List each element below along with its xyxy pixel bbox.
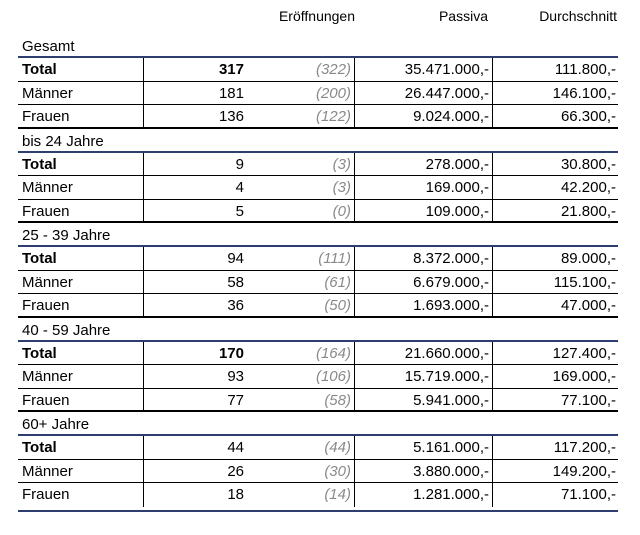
row-label: Total	[18, 153, 144, 176]
table-row	[18, 271, 618, 295]
durchschnitt-value: 47.000,-	[560, 297, 616, 314]
row-label: Männer	[18, 82, 144, 105]
durchschnitt-value: 30.800,-	[560, 155, 616, 173]
durchschnitt-value: 146.100,-	[552, 84, 616, 102]
count-value: 136	[218, 108, 244, 125]
header-passiva: Passiva	[438, 8, 488, 24]
passiva-value: 169.000,-	[355, 176, 493, 199]
row-label: Frauen	[18, 294, 144, 316]
passiva-value: 1.693.000,-	[355, 294, 493, 316]
passiva-value: 5.161.000,-	[355, 436, 493, 459]
previous-count-value: (61)	[244, 271, 355, 294]
table-row	[18, 153, 618, 177]
statistics-table	[18, 34, 618, 507]
table-row	[18, 58, 618, 82]
group-60-plus	[18, 412, 618, 507]
table-row	[18, 247, 618, 271]
passiva-value: 15.719.000,-	[355, 365, 493, 388]
count-value: 93	[227, 368, 244, 385]
table-row	[18, 82, 618, 106]
row-label: Frauen	[18, 389, 144, 411]
row-label: Frauen	[18, 483, 144, 507]
previous-count-value: (44)	[244, 436, 355, 459]
passiva-value: 1.281.000,-	[355, 483, 493, 507]
header-eroffnungen: Eröffnungen	[278, 8, 355, 24]
table-row	[18, 389, 618, 413]
count-value: 26	[227, 462, 244, 480]
previous-count-value: (3)	[244, 153, 355, 176]
row-label: Total	[18, 58, 144, 81]
table-header	[0, 0, 640, 32]
passiva-value: 5.941.000,-	[355, 389, 493, 411]
previous-count-value: (58)	[244, 389, 355, 411]
count-value: 5	[235, 202, 244, 220]
table-row	[18, 105, 618, 129]
count-value: 9	[235, 155, 244, 173]
previous-count-value: (30)	[244, 460, 355, 483]
durchschnitt-value: 66.300,-	[560, 108, 616, 125]
passiva-value: 3.880.000,-	[355, 460, 493, 483]
durchschnitt-value: 111.800,-	[554, 61, 616, 78]
previous-count-value: (164)	[244, 342, 355, 365]
count-value: 36	[227, 297, 244, 314]
group-title: Gesamt	[18, 34, 618, 58]
group-title: bis 24 Jahre	[18, 129, 618, 153]
durchschnitt-value: 77.100,-	[560, 391, 616, 409]
count-value: 77	[227, 391, 244, 409]
previous-count-value: (3)	[244, 176, 355, 199]
group-gesamt	[18, 34, 618, 129]
row-label: Total	[18, 247, 144, 270]
passiva-value: 26.447.000,-	[355, 82, 493, 105]
durchschnitt-value: 21.800,-	[560, 202, 616, 220]
count-value: 44	[227, 439, 244, 456]
row-label: Männer	[18, 271, 144, 294]
previous-count-value: (0)	[244, 200, 355, 222]
durchschnitt-value: 115.100,-	[553, 273, 616, 291]
passiva-value: 9.024.000,-	[355, 105, 493, 127]
count-value: 58	[227, 273, 244, 291]
previous-count-value: (122)	[244, 105, 355, 127]
table-row	[18, 342, 618, 366]
durchschnitt-value: 169.000,-	[552, 368, 616, 385]
table-row	[18, 294, 618, 318]
previous-count-value: (50)	[244, 294, 355, 316]
table-row	[18, 365, 618, 389]
bottom-rule	[18, 510, 618, 512]
passiva-value: 278.000,-	[355, 153, 493, 176]
header-durchschnitt: Durchschnitt	[539, 8, 617, 24]
passiva-value: 109.000,-	[355, 200, 493, 222]
durchschnitt-value: 42.200,-	[560, 179, 616, 196]
row-label: Männer	[18, 365, 144, 388]
passiva-value: 6.679.000,-	[355, 271, 493, 294]
group-title: 60+ Jahre	[18, 412, 618, 436]
durchschnitt-value: 127.400,-	[552, 344, 616, 362]
previous-count-value: (111)	[244, 247, 355, 270]
durchschnitt-value: 149.200,-	[552, 462, 616, 480]
table-row	[18, 200, 618, 224]
durchschnitt-value: 71.100,-	[560, 486, 616, 503]
table-row	[18, 483, 618, 507]
previous-count-value: (106)	[244, 365, 355, 388]
group-bis-24	[18, 129, 618, 224]
group-title: 40 - 59 Jahre	[18, 318, 618, 342]
table-row	[18, 460, 618, 484]
count-value: 94	[227, 250, 244, 267]
row-label: Frauen	[18, 105, 144, 127]
count-value: 317	[218, 61, 244, 78]
passiva-value: 8.372.000,-	[355, 247, 493, 270]
count-value: 4	[235, 179, 244, 196]
passiva-value: 21.660.000,-	[355, 342, 493, 365]
group-title: 25 - 39 Jahre	[18, 223, 618, 247]
passiva-value: 35.471.000,-	[355, 58, 493, 81]
row-label: Männer	[18, 460, 144, 483]
previous-count-value: (14)	[244, 483, 355, 507]
group-40-59	[18, 318, 618, 413]
row-label: Total	[18, 436, 144, 459]
row-label: Total	[18, 342, 144, 365]
count-value: 181	[218, 84, 244, 102]
previous-count-value: (322)	[244, 58, 355, 81]
count-value: 18	[227, 486, 244, 503]
durchschnitt-value: 117.200,-	[553, 439, 616, 456]
durchschnitt-value: 89.000,-	[560, 250, 616, 267]
previous-count-value: (200)	[244, 82, 355, 105]
row-label: Frauen	[18, 200, 144, 222]
count-value: 170	[218, 344, 244, 362]
table-row	[18, 176, 618, 200]
row-label: Männer	[18, 176, 144, 199]
group-25-39	[18, 223, 618, 318]
table-row	[18, 436, 618, 460]
